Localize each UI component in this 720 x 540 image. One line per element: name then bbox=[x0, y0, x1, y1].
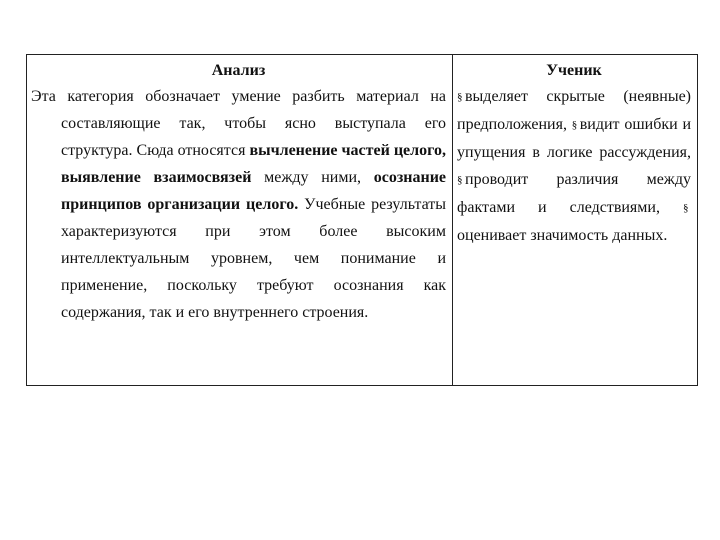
bullet-icon: § bbox=[457, 174, 463, 186]
student-item-1: выделяет скрытые (неявные) предположения, bbox=[457, 88, 691, 133]
bullet-icon: § bbox=[457, 91, 463, 103]
analysis-bold-1: вычленение частей целого, выявление взаимосвязей bbox=[61, 142, 446, 186]
bullet-icon: § bbox=[683, 202, 689, 214]
analysis-bold-2: осознание принципов организации целого. bbox=[61, 169, 447, 213]
analysis-text-1: Эта категория обозначает умение разбить материал на составляющие так, чтобы ясно выступала его структура. Сюда относятся bbox=[31, 88, 446, 159]
student-item-2: видит ошибки и упущения в логике рассуждения, bbox=[457, 116, 691, 161]
student-item-4: оценивает значимость данных. bbox=[457, 227, 668, 244]
student-item-3: проводит различия между фактами и следствиями, bbox=[457, 171, 691, 216]
analysis-column bbox=[27, 55, 453, 385]
analysis-description bbox=[31, 83, 446, 326]
bullet-icon: § bbox=[571, 119, 578, 131]
student-column bbox=[453, 55, 697, 385]
analysis-text-2: между ними, bbox=[251, 169, 374, 186]
analysis-text-3: Учебные результаты характеризуются при этом более высоким интеллектуальным уровнем, чем понимание и применение, поскольку требуют осознания как содержания, так и его внутреннего строения. bbox=[61, 196, 446, 321]
content-table bbox=[26, 54, 698, 386]
student-heading: Ученик bbox=[546, 62, 602, 79]
student-list bbox=[457, 83, 691, 249]
analysis-heading: Анализ bbox=[211, 62, 266, 79]
